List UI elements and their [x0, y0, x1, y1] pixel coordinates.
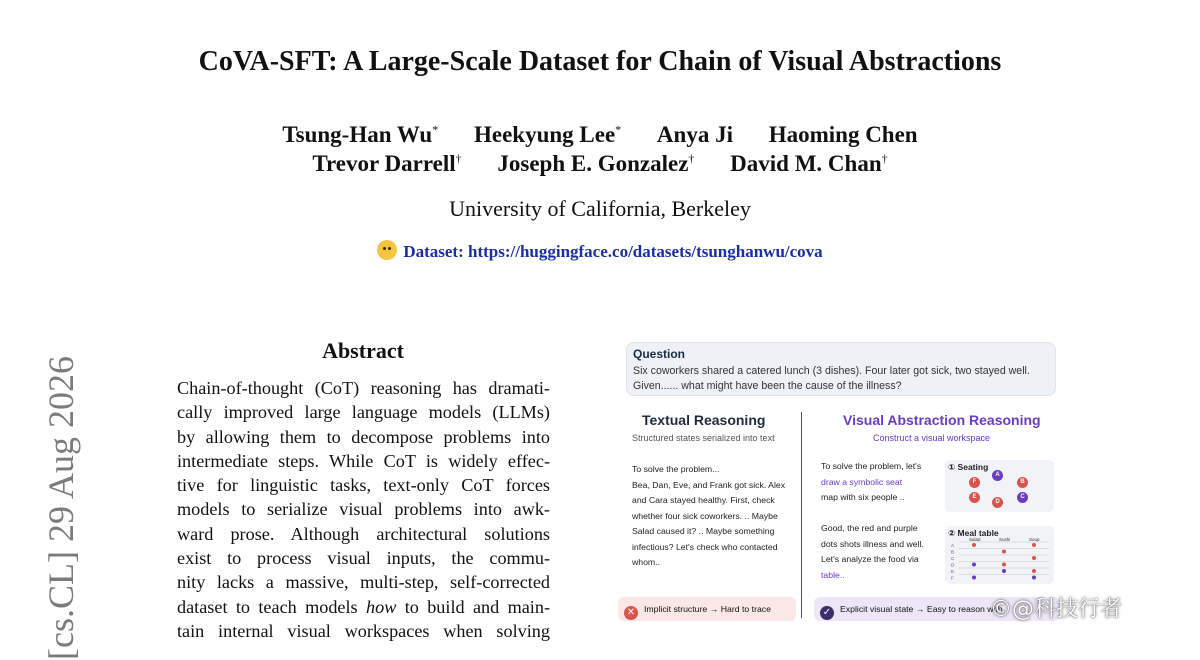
- meal-row-label: B: [951, 549, 955, 555]
- author: [474, 122, 621, 147]
- text-line: Salad caused it? .. Maybe something: [632, 526, 775, 536]
- author: [497, 151, 694, 176]
- text-line: whether four sick coworkers. .. Maybe: [632, 510, 778, 521]
- seating-panel-title: ① Seating: [948, 462, 989, 472]
- arxiv-stamp: [cs.CL] 29 Aug 2026: [41, 356, 81, 660]
- textual-reasoning-subtitle: Structured states serialized into text: [632, 433, 775, 443]
- abstract-body: [177, 376, 550, 643]
- note-text: Implicit structure → Hard to trace: [644, 604, 771, 614]
- visual-reasoning-text-2: [821, 521, 924, 583]
- author: [282, 122, 438, 147]
- author-mark: †: [455, 151, 462, 166]
- author-name: Tsung-Han Wu: [282, 122, 433, 147]
- question-label: Question: [633, 347, 686, 361]
- x-icon: ✕: [624, 606, 638, 620]
- meal-dot: [1002, 563, 1006, 567]
- author: [769, 122, 918, 147]
- text-line: Bea, Dan, Eve, and Frank got sick. Alex: [632, 479, 786, 490]
- visual-reasoning-title: Visual Abstraction Reasoning: [843, 412, 1041, 428]
- meal-dot: [972, 543, 976, 547]
- abstract-line: ward prose. Although architectural solutions: [177, 523, 550, 544]
- meal-row-label: E: [951, 569, 955, 574]
- text-line: and Cara stayed healthy. First, check: [632, 495, 775, 505]
- author-name: Joseph E. Gonzalez: [497, 151, 689, 176]
- implicit-structure-note: [618, 597, 796, 621]
- author-mark: †: [881, 151, 888, 166]
- abstract-line: tive for linguistic tasks, text-only CoT forces: [177, 475, 550, 496]
- abstract-line: cally improved large language models (LLMs): [177, 402, 550, 423]
- dataset-link-line: [0, 240, 1200, 262]
- text-line: infectious? Let's check who contacted: [632, 541, 778, 552]
- text-line: whom..: [632, 557, 661, 567]
- column-divider: [801, 412, 802, 618]
- abstract-line: nity lacks a massive, multi-step, self-corrected: [177, 572, 550, 593]
- abstract-line: intermediate steps. While CoT is widely effec-: [177, 450, 550, 471]
- meal-col-header: Sushi: [999, 537, 1011, 542]
- seat-marker: E: [969, 492, 980, 503]
- author-name: David M. Chan: [730, 151, 882, 176]
- meal-table-grid: [945, 526, 1054, 584]
- abstract-line: Chain-of-thought (CoT) reasoning has dramati-: [177, 378, 550, 398]
- author-mark: *: [432, 122, 439, 137]
- meal-dot: [972, 563, 976, 567]
- text-line: draw a symbolic seat: [821, 476, 903, 487]
- text-line: Good, the red and purple: [821, 523, 918, 533]
- author-name: Anya Ji: [656, 122, 733, 147]
- paper-title: CoVA-SFT: A Large-Scale Dataset for Chain of Visual Abstractions: [198, 46, 1002, 77]
- meal-dot: [1002, 569, 1006, 573]
- author: [730, 151, 887, 176]
- seat-marker: A: [992, 470, 1003, 481]
- check-icon: ✓: [820, 606, 834, 620]
- author-name: Trevor Darrell: [312, 151, 456, 176]
- text-line: Let's analyze the food via: [821, 554, 919, 564]
- seat-marker: D: [992, 497, 1003, 508]
- meal-table-title: ② Meal table: [948, 528, 999, 538]
- dataset-link[interactable]: Dataset: https://huggingface.co/datasets/tsunghanwu/cova: [403, 242, 823, 261]
- author-name: Haoming Chen: [768, 122, 918, 147]
- text-line: To solve the problem, let's: [821, 461, 922, 471]
- note-text: Explicit visual state → Easy to reason with: [840, 604, 1003, 614]
- meal-row-label: C: [951, 556, 955, 561]
- meal-dot: [972, 576, 976, 580]
- author-list-row-1: [0, 122, 1200, 148]
- seat-marker: B: [1017, 477, 1028, 488]
- meal-table-panel: [945, 526, 1054, 584]
- question-line: Given...... what might have been the cause of the illness?: [633, 380, 902, 392]
- watermark: ©@科技行者: [990, 597, 1123, 622]
- meal-dot: [1002, 550, 1006, 554]
- author-mark: *: [615, 122, 622, 137]
- author-name: Heekyung Lee: [473, 122, 616, 147]
- teaser-figure: [618, 338, 1060, 628]
- meal-row-label: D: [951, 562, 955, 568]
- meal-dot: [1032, 543, 1036, 547]
- meal-dot: [1032, 556, 1036, 560]
- text-line: To solve the problem...: [632, 464, 720, 474]
- author: [657, 122, 733, 147]
- abstract-line: by allowing them to decompose problems into: [177, 426, 550, 447]
- hugging-face-icon: [377, 240, 397, 260]
- meal-col-header: Salad: [969, 537, 981, 542]
- author: [312, 151, 461, 176]
- seat-marker: F: [969, 477, 980, 488]
- text-line: dots shots illness and well.: [821, 538, 924, 549]
- question-line: Six coworkers shared a catered lunch (3 dishes). Four later got sick, two stayed well.: [633, 365, 1030, 377]
- meal-row-label: A: [951, 543, 955, 548]
- author-mark: †: [688, 151, 695, 166]
- question-box: [626, 342, 1056, 396]
- meal-dot: [1032, 569, 1036, 573]
- meal-col-header: Soup: [1029, 537, 1040, 542]
- abstract-line: models to serialize visual problems into awk-: [177, 499, 550, 520]
- question-text: [633, 364, 1053, 394]
- abstract-line: exist to process visual inputs, the commu-: [177, 548, 550, 569]
- affiliation: University of California, Berkeley: [449, 196, 751, 221]
- meal-dot: [1032, 576, 1036, 580]
- seating-panel: [945, 460, 1054, 512]
- text-line: map with six people ..: [821, 492, 905, 502]
- abstract-line: tain internal visual workspaces when solving: [177, 620, 550, 641]
- emphasis: how: [366, 596, 397, 617]
- textual-reasoning-text: [632, 462, 785, 571]
- visual-reasoning-text-1: [821, 459, 921, 506]
- abstract-heading: Abstract: [322, 338, 404, 363]
- abstract-line: dataset to teach models how to build and main-: [177, 596, 550, 617]
- visual-reasoning-subtitle: Construct a visual workspace: [873, 433, 991, 443]
- meal-row-label: F: [951, 575, 954, 581]
- text-line: table..: [821, 569, 845, 580]
- author-list-row-2: [0, 151, 1200, 177]
- textual-reasoning-title: Textual Reasoning: [642, 412, 766, 428]
- seat-marker: C: [1017, 492, 1028, 503]
